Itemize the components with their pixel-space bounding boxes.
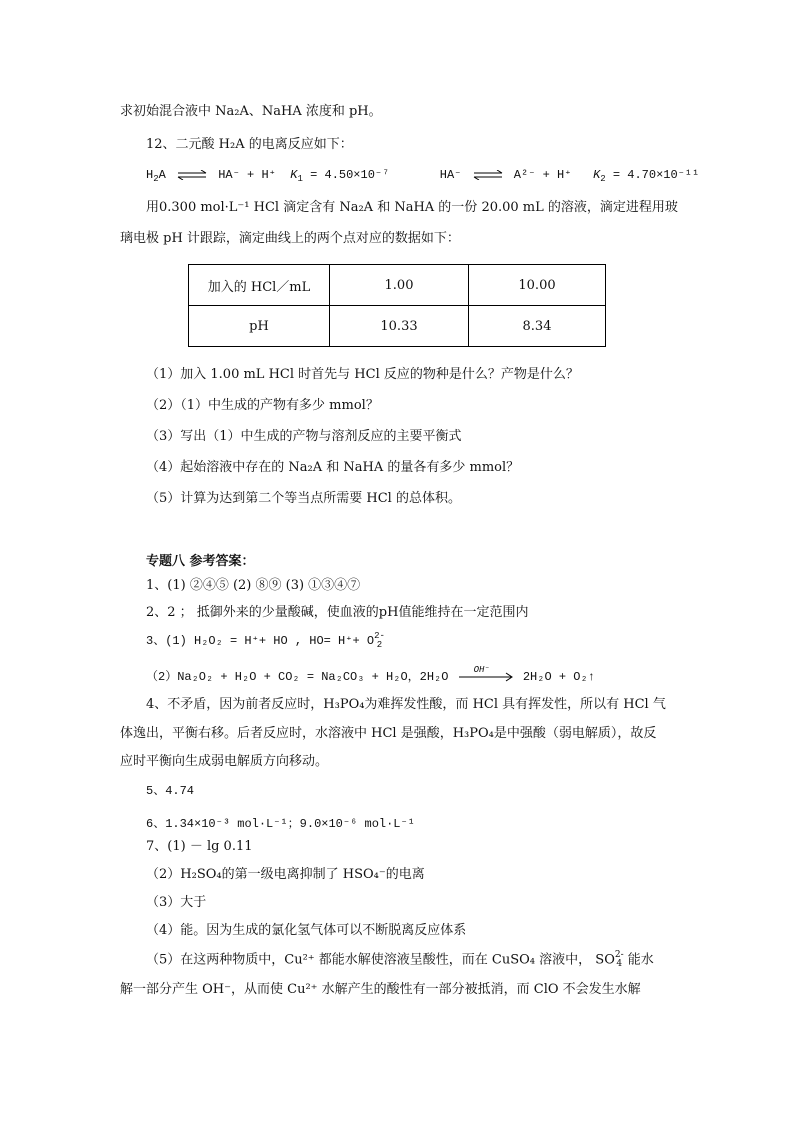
answer-7-1: 7、(1) － lg 0.11 — [146, 839, 253, 854]
answer-3b-left: （2）Na₂O₂ + H₂O + CO₂ = Na₂CO₃ + H₂O，2H₂O — [146, 670, 449, 684]
answer-2: 2、2 ； 抵御外来的少量酸碱，使血液的pH值能维持在一定范围内 — [146, 605, 529, 620]
answers-heading: 专题八 参考答案： — [146, 554, 255, 569]
table-cell: 1.00 — [330, 265, 469, 306]
answer-7-5-text-b: 能水 — [623, 952, 654, 968]
eq2-right: A²⁻ + H⁺ — [513, 168, 572, 182]
eq2-left: HA⁻ — [439, 168, 462, 182]
answer-7-5-line-1 — [146, 951, 654, 970]
table-row — [189, 306, 606, 347]
sub-question-2: （2）（1）中生成的产物有多少 mmol？ — [146, 398, 379, 413]
table-cell: 10.00 — [469, 265, 606, 306]
table-row — [189, 265, 606, 306]
answer-7-5-line-2: 解一部分产生 OH⁻，从而使 Cu²⁺ 水解产生的酸性有一部分被抵消，而 ClO 不会发生水解 — [120, 982, 641, 997]
sub-question-4: （4）起始溶液中存在的 Na₂A 和 NaHA 的量各有多少 mmol？ — [146, 460, 520, 475]
q12-para-1: 用0.300 mol·L⁻¹ HCl 滴定含有 Na₂A 和 NaHA 的一份 20.00 mL 的溶液，滴定进程用玻 — [146, 200, 678, 215]
eq1-left: $H_2A$ — [146, 168, 166, 184]
answer-6: 6、1.34×10⁻³ mol·L⁻¹；9.0×10⁻⁶ mol·L⁻¹ — [146, 817, 415, 831]
answer-7-5-text-a: （5）在这两种物质中，Cu²⁺ 都能水解使溶液呈酸性，而在 CuSO₄ 溶液中， SO — [146, 952, 615, 968]
answer-7-5-fraction: 2- 4 — [614, 950, 624, 969]
answer-7-3: （3）大于 — [146, 895, 207, 910]
answer-5: 5、4.74 — [146, 784, 195, 798]
equilibrium-arrow-icon — [473, 170, 503, 180]
q12-para-2: 璃电极 pH 计跟踪，滴定曲线上的两个点对应的数据如下： — [120, 231, 460, 246]
table-cell: 10.33 — [330, 306, 469, 347]
answer-3-text: 3、(1) H₂O₂ = H⁺+ HO , HO= H⁺+ O — [146, 634, 375, 649]
answer-4-line-2: 体逸出，平衡右移。后者反应时，水溶液中 HCl 是强酸，H₃PO₄是中强酸（弱电解质），故反 — [120, 726, 657, 741]
q12-equations — [146, 166, 699, 184]
eq1-right: HA⁻ + H⁺ — [218, 168, 276, 182]
table-cell: pH — [189, 306, 330, 347]
answer-1: 1、(1) ②④⑤ (2) ⑧⑨ (3) ①③④⑦ — [146, 578, 361, 593]
sub-question-5: （5）计算为达到第二个等当点所需要 HCl 的总体积。 — [146, 491, 461, 506]
equilibrium-arrow-icon — [177, 170, 207, 180]
answer-3b-right: 2H₂O + O₂↑ — [522, 670, 595, 684]
titration-table — [188, 264, 606, 347]
eq2-k: $K_2 = 4.70\times 10^{-11}$ — [593, 168, 700, 184]
answer-7-2: （2）H₂SO₄的第一级电离抑制了 HSO₄⁻的电离 — [146, 867, 425, 882]
answer-4-line-1: 4、不矛盾，因为前者反应时，H₃PO₄为难挥发性酸，而 HCl 具有挥发性，所以有 HCl 气 — [146, 697, 666, 712]
answer-3-part-2 — [146, 664, 595, 686]
answer-7-4: （4）能。因为生成的氯化氢气体可以不断脱离反应体系 — [146, 923, 467, 938]
sub-question-3: （3）写出（1）中生成的产物与溶剂反应的主要平衡式 — [146, 429, 462, 444]
table-cell: 加入的 HCl／mL — [189, 265, 330, 306]
sub-question-1: （1）加入 1.00 mL HCl 时首先与 HCl 反应的物种是什么？产物是什么？ — [146, 367, 579, 382]
intro-line: 求初始混合液中 Na₂A、NaHA 浓度和 pH。 — [120, 104, 382, 119]
answer-4-line-3: 应时平衡向生成弱电解质方向移动。 — [120, 754, 329, 769]
answer-3 — [146, 632, 385, 650]
catalyst-label: OH⁻ — [473, 664, 490, 675]
catalyst-arrow-icon — [458, 664, 514, 684]
q12-title: 12、二元酸 H₂A 的电离反应如下： — [146, 137, 353, 152]
answer-3-fraction: 2- 2 — [374, 631, 385, 650]
eq1-k: $K_1 = 4.50\times 10^{-7}$ — [290, 168, 390, 184]
table-cell: 8.34 — [469, 306, 606, 347]
